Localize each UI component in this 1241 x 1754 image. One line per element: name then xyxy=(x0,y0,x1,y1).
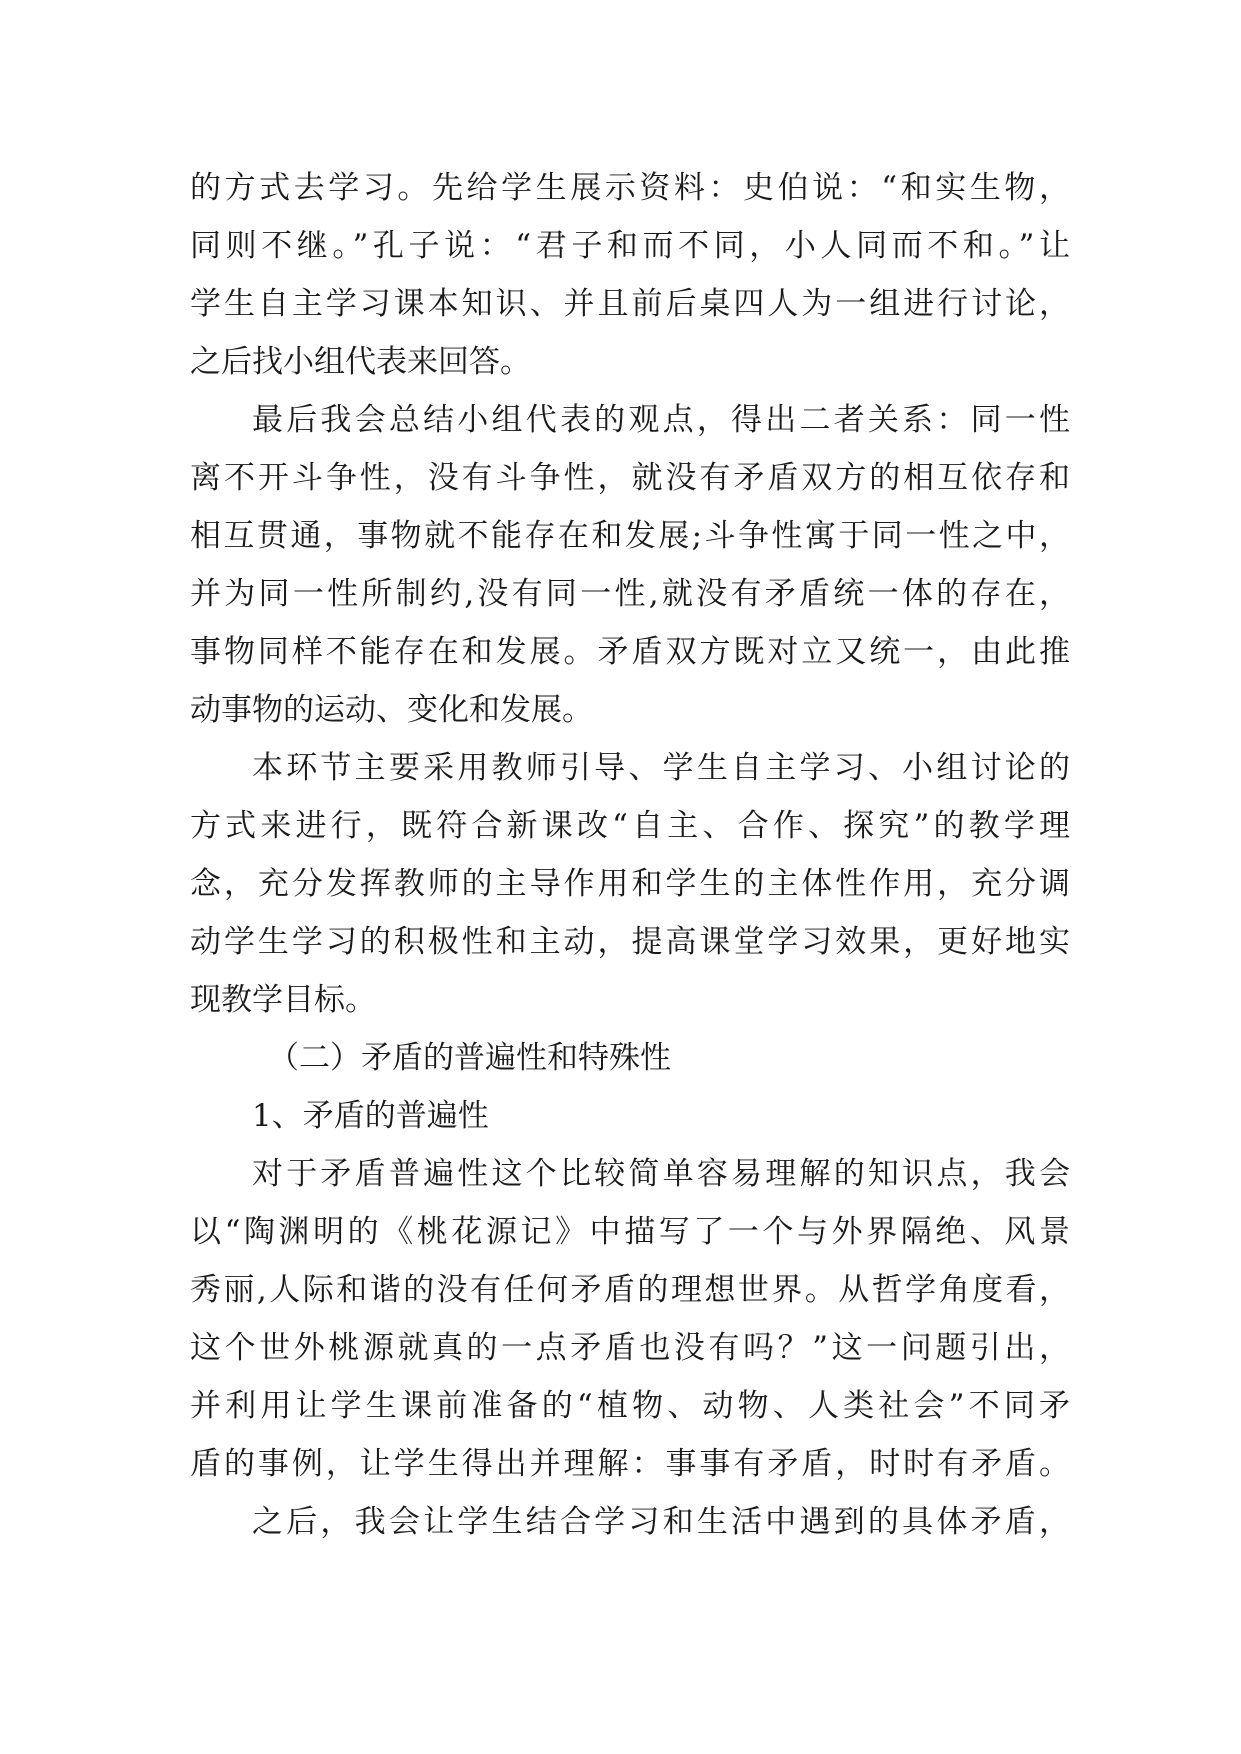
text-line: 相互贯通，事物就不能存在和发展;斗争性寓于同一性之中， xyxy=(190,518,1070,554)
text-line: 方式来进行，既符合新课改“自主、合作、探究”的教学理 xyxy=(190,808,1070,844)
paragraph-first-line: 本环节主要采用教师引导、学生自主学习、小组讨论的 xyxy=(252,750,1070,786)
text-line: 同则不继。”孔子说：“君子和而不同，小人同而不和。”让 xyxy=(190,228,1070,264)
text-line: 学生自主学习课本知识、并且前后桌四人为一组进行讨论， xyxy=(190,286,1070,322)
text-line: 并为同一性所制约,没有同一性,就没有矛盾统一体的存在， xyxy=(190,576,1070,612)
paragraph-first-line: 之后，我会让学生结合学习和生活中遇到的具体矛盾， xyxy=(252,1504,1070,1540)
text-line: 的方式去学习。先给学生展示资料：史伯说：“和实生物， xyxy=(190,170,1070,206)
text-line: 之后找小组代表来回答。 xyxy=(190,344,531,380)
section-heading: （二）矛盾的普遍性和特殊性 xyxy=(268,1040,671,1076)
text-line: 秀丽,人际和谐的没有任何矛盾的理想世界。从哲学角度看， xyxy=(190,1272,1070,1308)
subsection-heading: 1、矛盾的普遍性 xyxy=(252,1098,489,1134)
text-line: 这个世外桃源就真的一点矛盾也没有吗？”这一问题引出， xyxy=(190,1330,1070,1366)
text-line: 念，充分发挥教师的主导作用和学生的主体性作用，充分调 xyxy=(190,866,1070,902)
text-line: 以“陶渊明的《桃花源记》中描写了一个与外界隔绝、风景 xyxy=(190,1214,1070,1250)
paragraph-first-line: 最后我会总结小组代表的观点，得出二者关系：同一性 xyxy=(252,402,1070,438)
text-line: 动事物的运动、变化和发展。 xyxy=(190,692,593,728)
text-line: 事物同样不能存在和发展。矛盾双方既对立又统一，由此推 xyxy=(190,634,1070,670)
text-line: 盾的事例，让学生得出并理解：事事有矛盾，时时有矛盾。 xyxy=(190,1446,1070,1482)
text-line: 现教学目标。 xyxy=(190,982,376,1018)
paragraph-first-line: 对于矛盾普遍性这个比较简单容易理解的知识点，我会 xyxy=(252,1156,1070,1192)
text-line: 动学生学习的积极性和主动，提高课堂学习效果，更好地实 xyxy=(190,924,1070,960)
text-line: 离不开斗争性，没有斗争性，就没有矛盾双方的相互依存和 xyxy=(190,460,1070,496)
text-line: 并利用让学生课前准备的“植物、动物、人类社会”不同矛 xyxy=(190,1388,1070,1424)
